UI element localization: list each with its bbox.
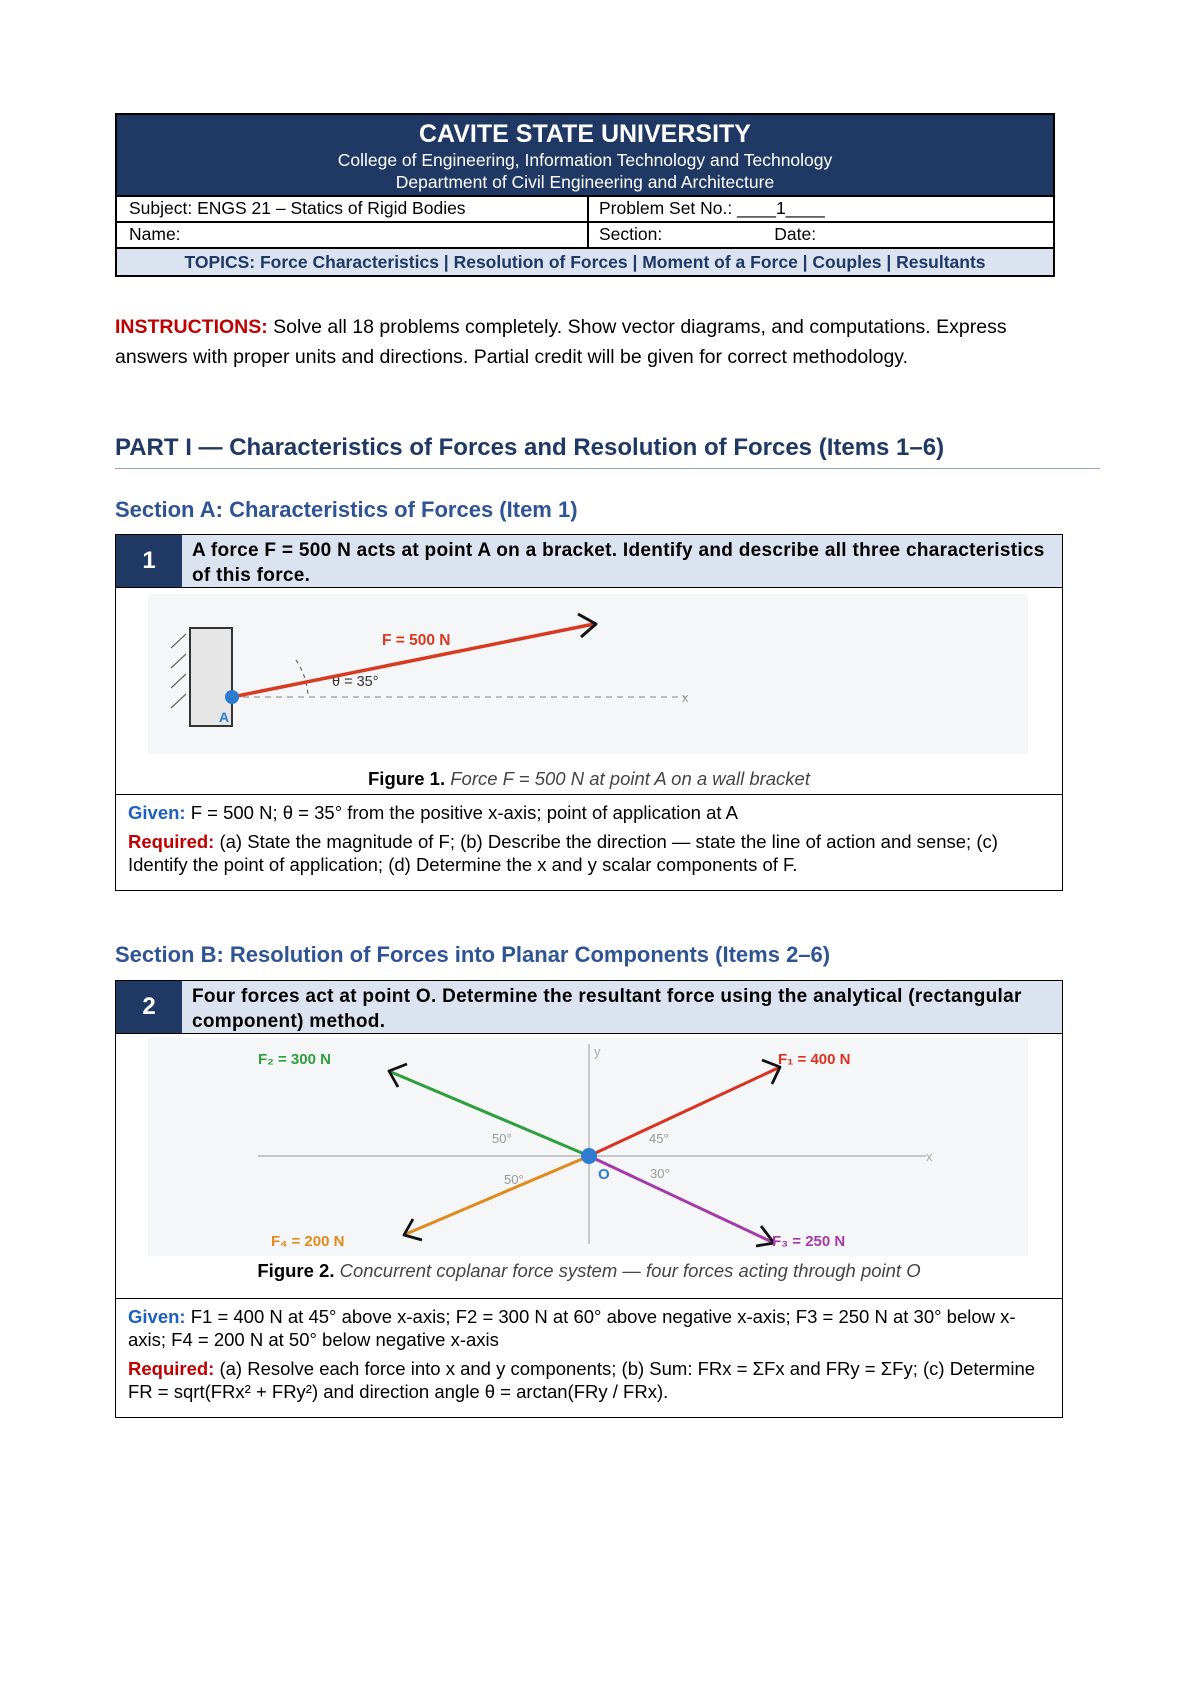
section-label: Section: bbox=[599, 224, 663, 244]
subject-row bbox=[117, 195, 1053, 221]
figure-1-caption bbox=[116, 768, 1062, 790]
angle-f2-label: 50° bbox=[492, 1131, 512, 1146]
angle-f1-label: 45° bbox=[649, 1131, 669, 1146]
f4-label: F₄ = 200 N bbox=[271, 1233, 345, 1250]
section-a-title: Section A: Characteristics of Forces (Item 1) bbox=[115, 497, 578, 522]
caption-label: Figure 2. bbox=[257, 1260, 335, 1281]
problem-set-text: Problem Set No.: ____1____ bbox=[599, 198, 825, 218]
origin-label: O bbox=[598, 1166, 610, 1183]
caption-label: Figure 1. bbox=[368, 768, 446, 789]
f3-label: F₃ = 250 N bbox=[772, 1233, 846, 1250]
problem-number: 1 bbox=[116, 535, 182, 587]
instructions-label: INSTRUCTIONS: bbox=[115, 316, 268, 338]
y-axis-label: y bbox=[594, 1044, 601, 1059]
x-axis-label: x bbox=[926, 1149, 933, 1164]
department-name: Department of Civil Engineering and Architecture bbox=[395, 172, 775, 192]
given-text: F = 500 N; θ = 35° from the positive x-axis; point of application at A bbox=[185, 802, 738, 823]
point-a-marker bbox=[225, 690, 239, 704]
figure-background bbox=[148, 1038, 1028, 1256]
problem-2-header bbox=[116, 981, 1062, 1034]
header-banner bbox=[117, 115, 1053, 195]
problem-1-given bbox=[116, 795, 1062, 884]
problem-1-header bbox=[116, 535, 1062, 588]
caption-text: Force F = 500 N at point A on a wall bracket bbox=[445, 768, 810, 789]
problem-2 bbox=[115, 980, 1063, 1418]
topics-row: TOPICS: Force Characteristics | Resolution of Forces | Moment of a Force | Couples | Resultants bbox=[117, 247, 1053, 275]
figure-1-area bbox=[116, 588, 1062, 795]
figure-2 bbox=[116, 1034, 1061, 1298]
angle-label: θ = 35° bbox=[332, 674, 379, 690]
figure-1 bbox=[116, 588, 1061, 794]
problem-set-field bbox=[589, 197, 1053, 221]
required-label: Required: bbox=[128, 831, 215, 852]
given-label: Given: bbox=[128, 802, 186, 823]
problem-question: A force F = 500 N acts at point A on a bracket. Identify and describe all three characteristics of this force. bbox=[192, 540, 1045, 586]
origin-marker bbox=[581, 1148, 597, 1164]
section-b-title: Section B: Resolution of Forces into Planar Components (Items 2–6) bbox=[115, 942, 831, 967]
part-title: PART I — Characteristics of Forces and Resolution of Forces (Items 1–6) bbox=[115, 434, 1100, 469]
problem-2-given bbox=[116, 1299, 1062, 1411]
force-label: F = 500 N bbox=[382, 632, 451, 649]
instructions-text: Solve all 18 problems completely. Show vector diagrams, and computations. Express answers with proper units and directions. Partial credit will be given for correct methodology. bbox=[115, 316, 1007, 368]
f2-label: F₂ = 300 N bbox=[258, 1051, 331, 1068]
figure-2-caption bbox=[116, 1260, 1062, 1282]
college-name: College of Engineering, Information Technology and Technology bbox=[337, 150, 833, 170]
problem-question: Four forces act at point O. Determine the resultant force using the analytical (rectangular component) method. bbox=[192, 986, 1022, 1032]
f1-label: F₁ = 400 N bbox=[778, 1051, 851, 1068]
point-a-label: A bbox=[219, 709, 230, 725]
angle-f4-label: 50° bbox=[504, 1172, 524, 1187]
required-text: (a) Resolve each force into x and y components; (b) Sum: FRx = ΣFx and FRy = ΣFy; (c) Determine FR = sqrt(FRx² + FRy²) and direction angle θ = arctan(FRy / FRx). bbox=[128, 1358, 1036, 1402]
header-table bbox=[115, 113, 1055, 277]
given-label: Given: bbox=[128, 1306, 186, 1327]
required-label: Required: bbox=[128, 1358, 215, 1379]
caption-text: Concurrent coplanar force system — four forces acting through point O bbox=[334, 1260, 921, 1281]
problem-number: 2 bbox=[116, 981, 182, 1033]
x-axis-label: x bbox=[682, 690, 689, 705]
instructions bbox=[115, 312, 1065, 372]
subject-field: Subject: ENGS 21 – Statics of Rigid Bodies bbox=[117, 197, 589, 221]
given-text: F1 = 400 N at 45° above x-axis; F2 = 300 N at 60° above negative x-axis; F3 = 250 N at 30° below x-axis; F4 = 200 N at 50° below negative x-axis bbox=[128, 1306, 1016, 1350]
angle-f3-label: 30° bbox=[650, 1166, 670, 1181]
university-name: CAVITE STATE UNIVERSITY bbox=[419, 120, 751, 148]
section-date-field bbox=[589, 223, 1053, 247]
problem-1 bbox=[115, 534, 1063, 891]
name-field: Name: bbox=[117, 223, 589, 247]
name-row bbox=[117, 221, 1053, 247]
required-text: (a) State the magnitude of F; (b) Describe the direction — state the line of action and sense; (c) Identify the point of application; (d) Determine the x and y scalar components of F. bbox=[128, 831, 998, 875]
figure-2-area bbox=[116, 1034, 1062, 1299]
date-label: Date: bbox=[774, 224, 817, 244]
